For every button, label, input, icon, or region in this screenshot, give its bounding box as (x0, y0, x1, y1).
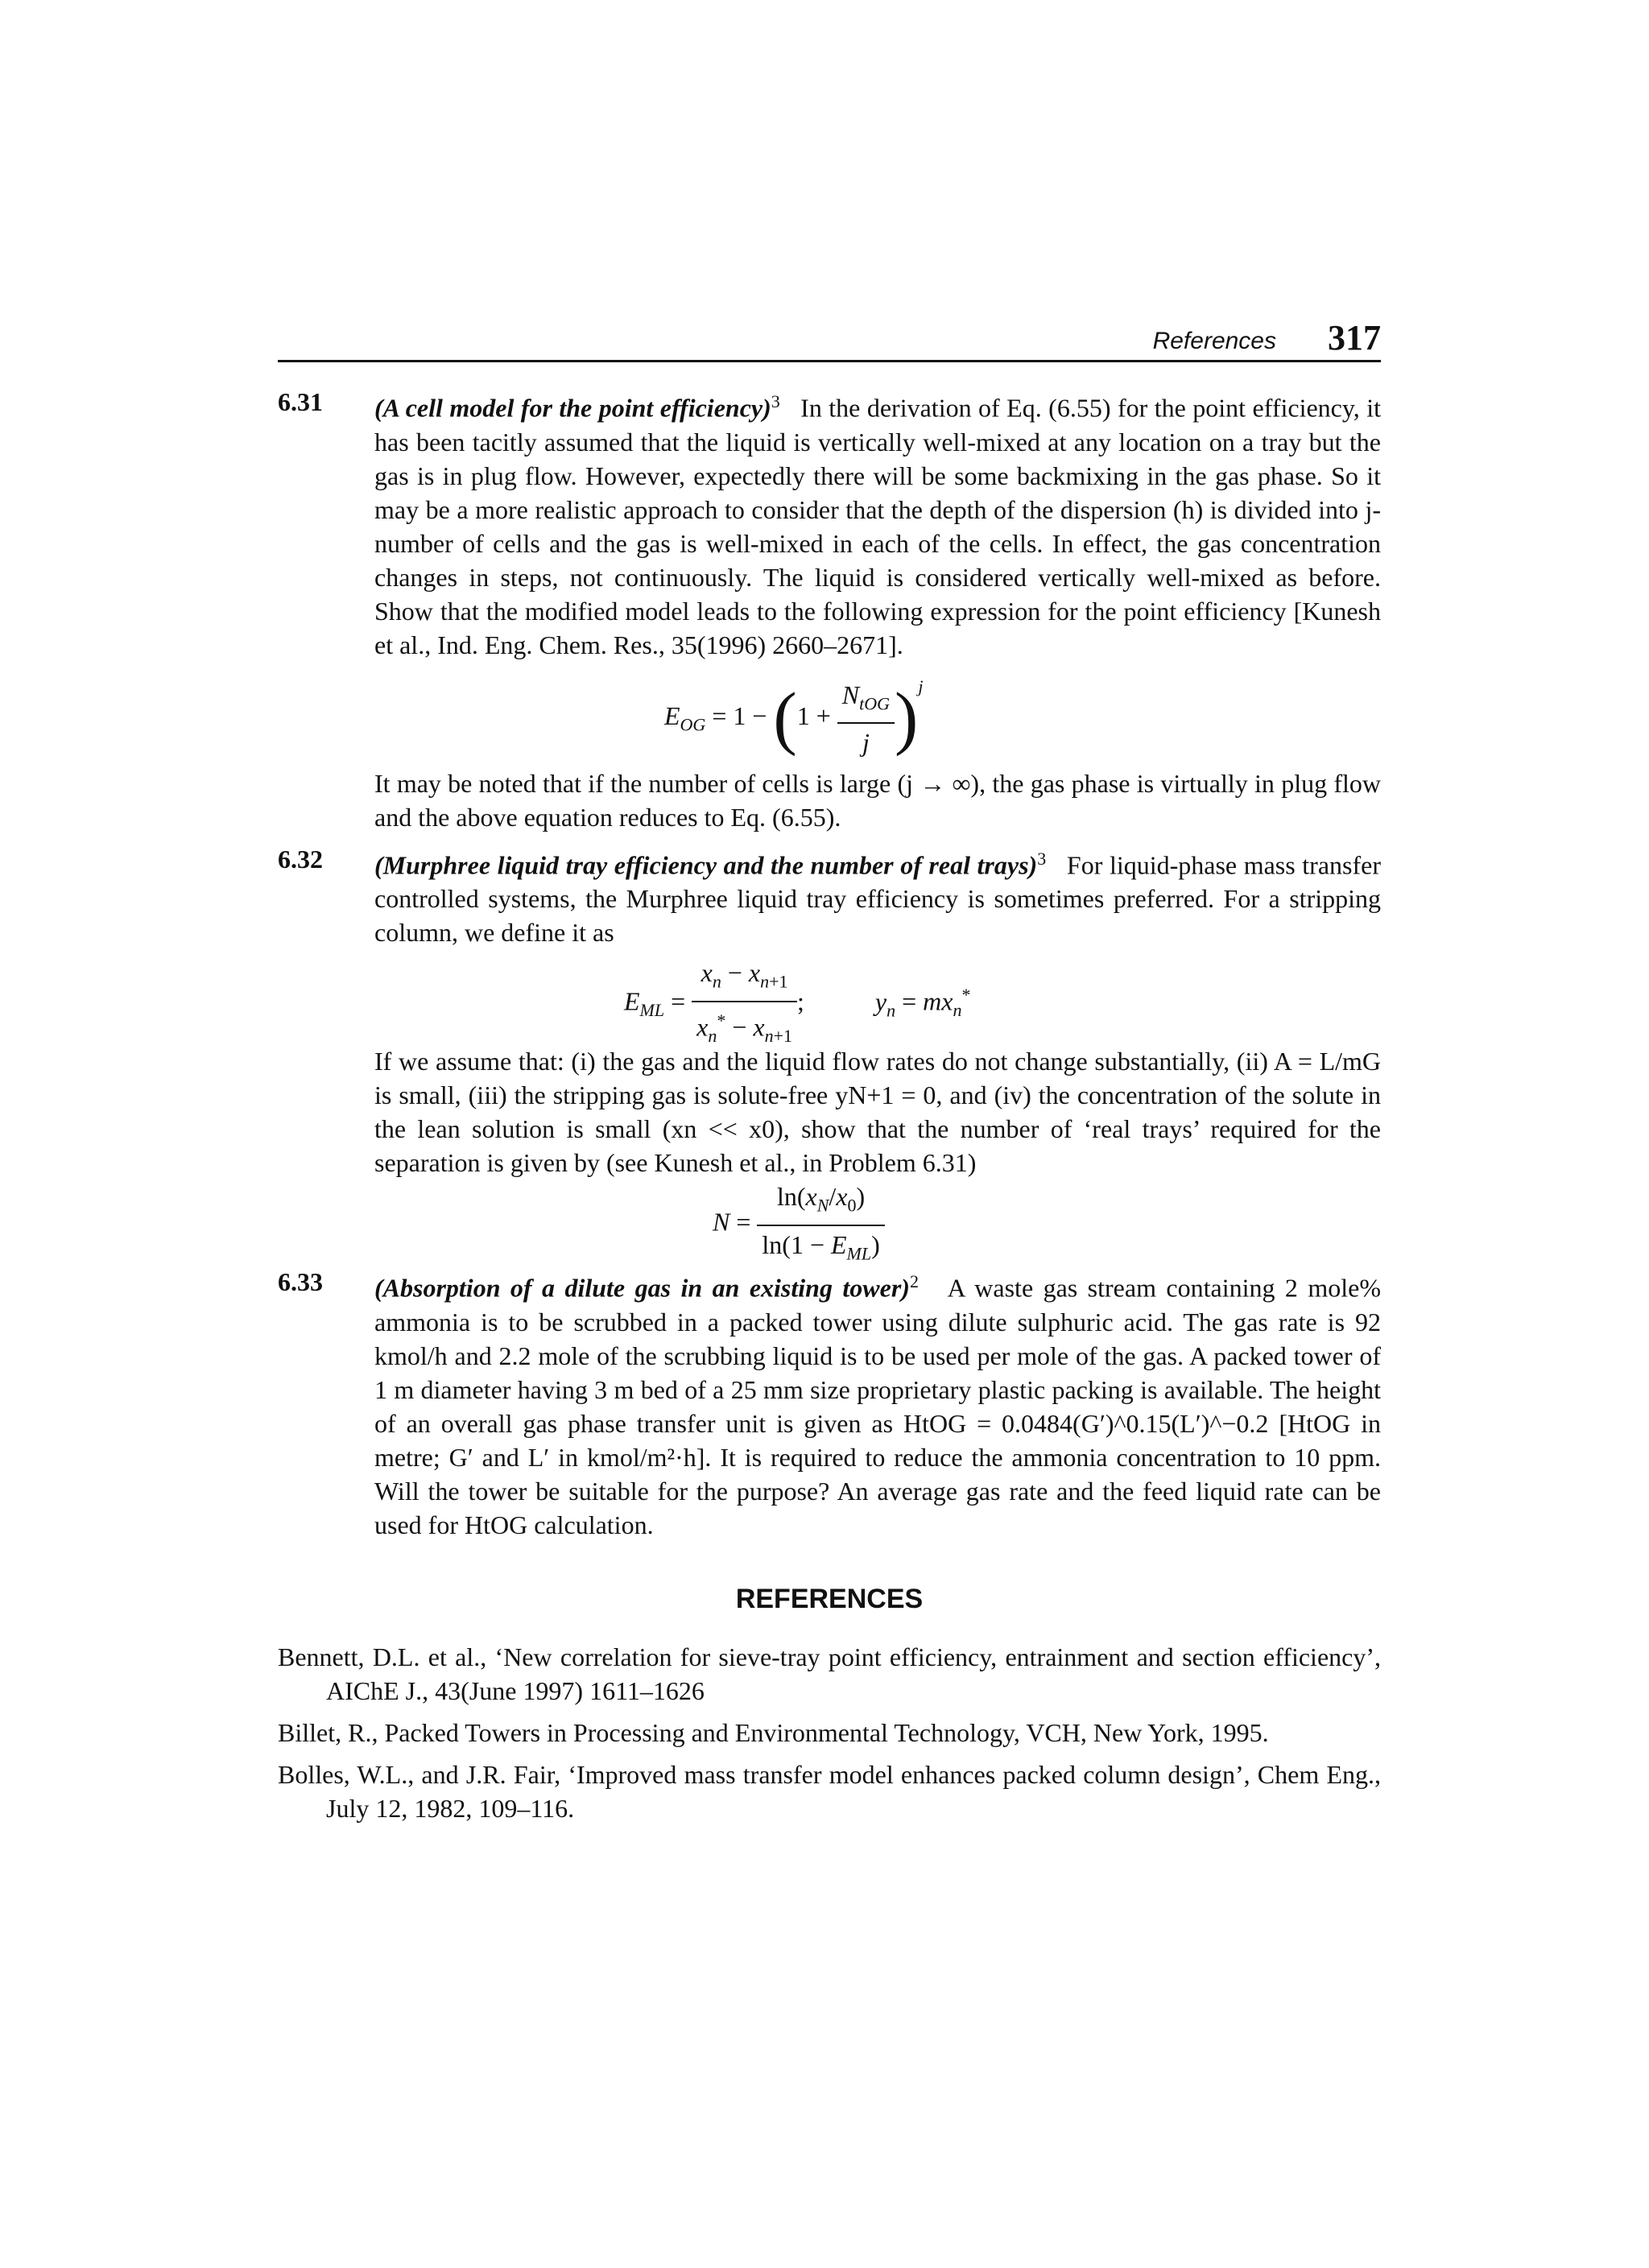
difficulty-mark: 3 (1037, 848, 1047, 869)
problem-text: In the derivation of Eq. (6.55) for the point efficiency, it has been tacitly assumed that the liquid is vertically well-mixed at any location on a tray but the gas is in plug flow. However, expectedly there will be some backmixing in the gas phase. So it may be a more realistic approach to consider that the depth of the dispersion (h) is divided into j-number of cells and the gas is well-mixed in each of the cells. In effect, the gas concentration changes in steps, not continuously. The liquid is considered vertically well-mixed as before. Show that the modified model leads to the following expression for the point efficiency [Kunesh et al., Ind. Eng. Chem. Res., 35(1996) 2660–2671]. (374, 393, 1382, 659)
references-heading: REFERENCES (735, 1583, 924, 1614)
equation-n: N = $\frac{\ln(x_N/x_0)}{\ln(1 - E_{ML})}$ (374, 1179, 1381, 1257)
problem-title: (Murphree liquid tray efficiency and the number of real trays) (374, 850, 1038, 880)
problem-number: 6.31 (278, 387, 323, 416)
problem-6-32 (278, 842, 1382, 1264)
page-number: 317 (1328, 318, 1381, 357)
difficulty-mark: 3 (771, 391, 780, 411)
running-head: References (1152, 328, 1276, 354)
problem-6-33 (278, 1265, 1381, 1542)
equation-eog: $E_{OG} = 1 - (1$ + $\frac{N_{tOG}}{j}$ )$^j$ (664, 675, 924, 758)
difficulty-mark: 2 (909, 1271, 919, 1292)
equation-eml: $E_{ML}$ = $\frac{x_n - x_{n+1}}{x_n^* - x_{n+1}}$ ; $y_n = mx_n^*$ (374, 949, 1381, 1044)
reference-item: Bennett, D.L. et al., ‘New correlation for sieve-tray point efficiency, entrainment and section efficiency’, AIChE J., 43(June 1997) 1611–1626 (278, 1642, 1381, 1705)
problem-number: 6.33 (278, 1267, 323, 1297)
problem-title: (A cell model for the point efficiency) (374, 393, 771, 423)
reference-item: Bolles, W.L., and J.R. Fair, ‘Improved mass transfer model enhances packed column design’, Chem Eng., July 12, 1982, 109–116. (278, 1759, 1381, 1823)
problem-text: A waste gas stream containing 2 mole% ammonia is to be scrubbed in a packed tower using dilute sulphuric acid. The gas rate is 92 kmol/h and 2.2 mole of the scrubbing liquid is to be used per mole of the gas. A packed tower of 1 m diameter having 3 m bed of a 25 mm size proprietary plastic packing is available. The height of an overall gas phase transfer unit is given as HtOG = 0.0484(G′)^0.15(L′)^−0.2 [HtOG in metre; G′ and L′ in kmol/m²·h]. It is required to reduce the ammonia concentration to 10 ppm. Will the tower be suitable for the purpose? An average gas rate and the feed liquid rate can be used for HtOG calculation. (374, 1273, 1382, 1539)
problem-title: (Absorption of a dilute gas in an existing tower) (374, 1273, 910, 1303)
problem-text-after: If we assume that: (i) the gas and the liquid flow rates do not change substantially, (ii) A = L/mG is small, (iii) the stripping gas is solute-free yN+1 = 0, and (iv) the concentration of the solute in the lean solution is small (xn << x0), show that the number of ‘real trays’ required for the separation is given by (see Kunesh et al., in Problem 6.31) (374, 1047, 1381, 1178)
problem-text: For liquid-phase mass transfer controlled systems, the Murphree liquid tray efficiency is sometimes preferred. For a stripping column, we define it as (374, 850, 1382, 948)
problem-6-31 (278, 385, 1381, 834)
page-header (278, 318, 1381, 362)
reference-item: Billet, R., Packed Towers in Processing and Environmental Technology, VCH, New York, 1995. (278, 1717, 1269, 1747)
page-content (278, 385, 1381, 1833)
problem-text-after: It may be noted that if the number of cells is large (j → ∞), the gas phase is virtually in plug flow and the above equation reduces to Eq. (6.55). (374, 768, 1381, 832)
problem-number: 6.32 (278, 844, 323, 874)
